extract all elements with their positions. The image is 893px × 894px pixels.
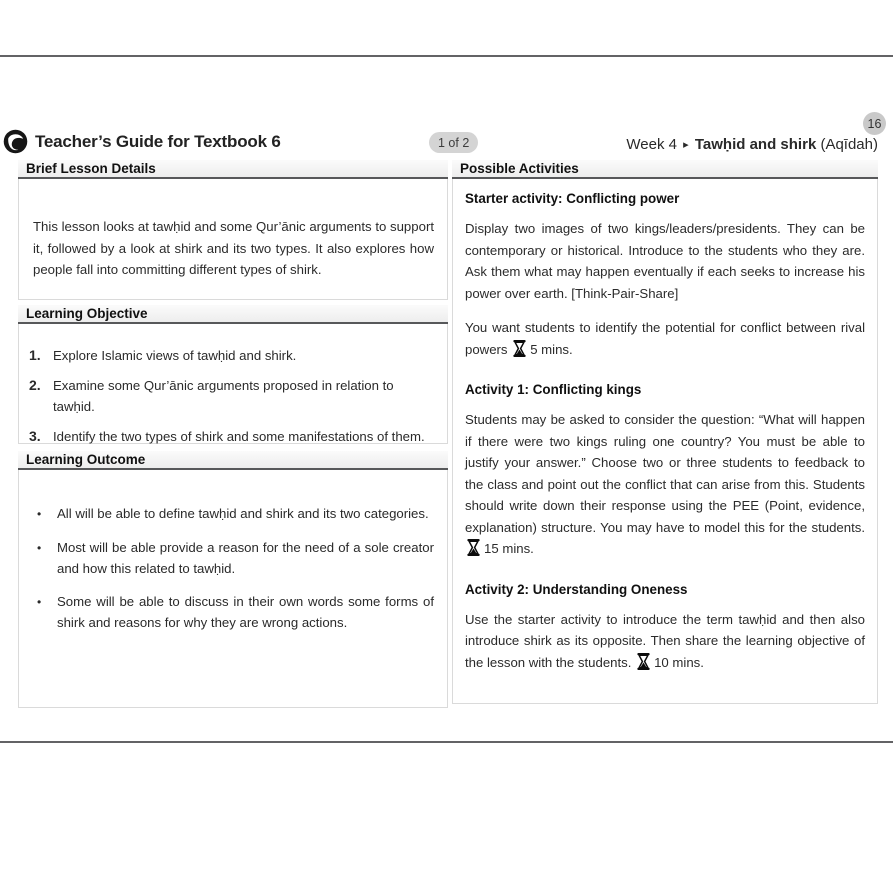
activity2-text — [465, 609, 865, 677]
starter-activity-text: Display two images of two kings/leaders/presidents. They can be contemporary or historical. Introduce to the students who they are. Ask them what may happen eventually if each seeks to increase his power over earth. [Think-Pair-Share] — [465, 221, 865, 301]
objective-item — [29, 345, 434, 366]
brief-lesson-details-text: This lesson looks at tawḥid and some Qur’ānic arguments to support it, followed by a look at shirk and its two types. It also explores how people fall into committing different types of shirk. — [33, 219, 434, 277]
outcome-item — [37, 503, 434, 526]
objective-text: Examine some Qur’ānic arguments proposed in relation to tawḥid. — [53, 378, 394, 414]
outcome-item — [37, 537, 434, 580]
bottom-divider-rule — [0, 741, 893, 743]
activity1-heading: Activity 1: Conflicting kings — [465, 382, 642, 397]
right-column — [452, 160, 878, 704]
activity2-heading: Activity 2: Understanding Oneness — [465, 581, 688, 597]
left-column — [18, 160, 448, 708]
lesson-topic: Tawḥid and shirk — [694, 136, 817, 153]
top-divider-rule — [0, 55, 893, 57]
outcome-text: Some will be able to discuss in their own words some forms of shirk and reasons for why they are wrong actions. — [57, 593, 434, 630]
outcome-text: All will be able to define tawḥid and shirk and its two categories. — [57, 506, 429, 521]
arrow-right-icon: ▸ — [683, 139, 689, 151]
bullet-icon: • — [37, 594, 42, 609]
objective-text: Explore Islamic views of tawḥid and shirk. — [53, 348, 297, 363]
objective-number: 1. — [29, 347, 41, 363]
section-heading-possible-activities: Possible Activities — [452, 160, 878, 179]
bullet-icon: • — [37, 540, 42, 555]
section-heading-learning-outcome: Learning Outcome — [18, 451, 448, 470]
starter-timed-text: You want students to identify the potential for conflict between rival powers — [465, 320, 865, 357]
brief-lesson-details-box — [18, 179, 448, 300]
possible-activities-box — [452, 179, 878, 704]
objective-item — [29, 426, 434, 447]
starter-activity-heading: Starter activity: Conflicting power — [465, 191, 680, 206]
guide-title: Teacher’s Guide for Textbook 6 — [35, 131, 281, 151]
outcome-text: Most will be able provide a reason for the need of a sole creator and how this related to tawḥid. — [57, 539, 434, 576]
page-number-badge: 16 — [863, 112, 886, 135]
starter-activity-timing — [465, 317, 865, 363]
outcome-item — [37, 591, 434, 634]
section-heading-brief-lesson-details: Brief Lesson Details — [18, 160, 448, 179]
objective-number: 2. — [29, 377, 41, 393]
page-indicator-badge: 1 of 2 — [429, 132, 478, 153]
subject-tag: (Aqīdah) — [820, 136, 878, 153]
hourglass-icon — [637, 653, 650, 677]
bullet-icon: • — [37, 507, 42, 521]
learning-outcome-box — [18, 470, 448, 708]
activity1-text — [465, 409, 865, 563]
learning-objective-box — [18, 324, 448, 444]
objective-text: Identify the two types of shirk and some manifestations of them. — [53, 429, 425, 444]
week-topic-line — [626, 136, 878, 153]
starter-duration: 5 mins. — [530, 341, 573, 357]
week-label: Week 4 — [626, 136, 677, 153]
activity2-duration: 10 mins. — [654, 654, 704, 670]
hourglass-icon — [513, 340, 526, 364]
section-heading-learning-objective: Learning Objective — [18, 305, 448, 324]
header-left — [3, 129, 281, 154]
activity1-timed-text: Students may be asked to consider the question: “What will happen if there were two kings ruling one country? You must be able to justify your answer.” Choose two or three students to feedback to the class and point out the conflict that can arise from this. Students should write down their response using the PEE (Point, evidence, explanation) structure. You may have to model this for the students. — [465, 412, 865, 535]
publisher-logo-icon — [3, 129, 28, 154]
hourglass-icon — [467, 539, 480, 563]
objective-item — [29, 375, 434, 417]
objective-number: 3. — [29, 428, 41, 444]
activity1-duration: 15 mins. — [484, 541, 534, 556]
activity2-timed-text: Use the starter activity to introduce the term tawḥid and then also introduce shirk as its opposite. Then share the learning objective of the lesson with the students. — [465, 611, 865, 670]
